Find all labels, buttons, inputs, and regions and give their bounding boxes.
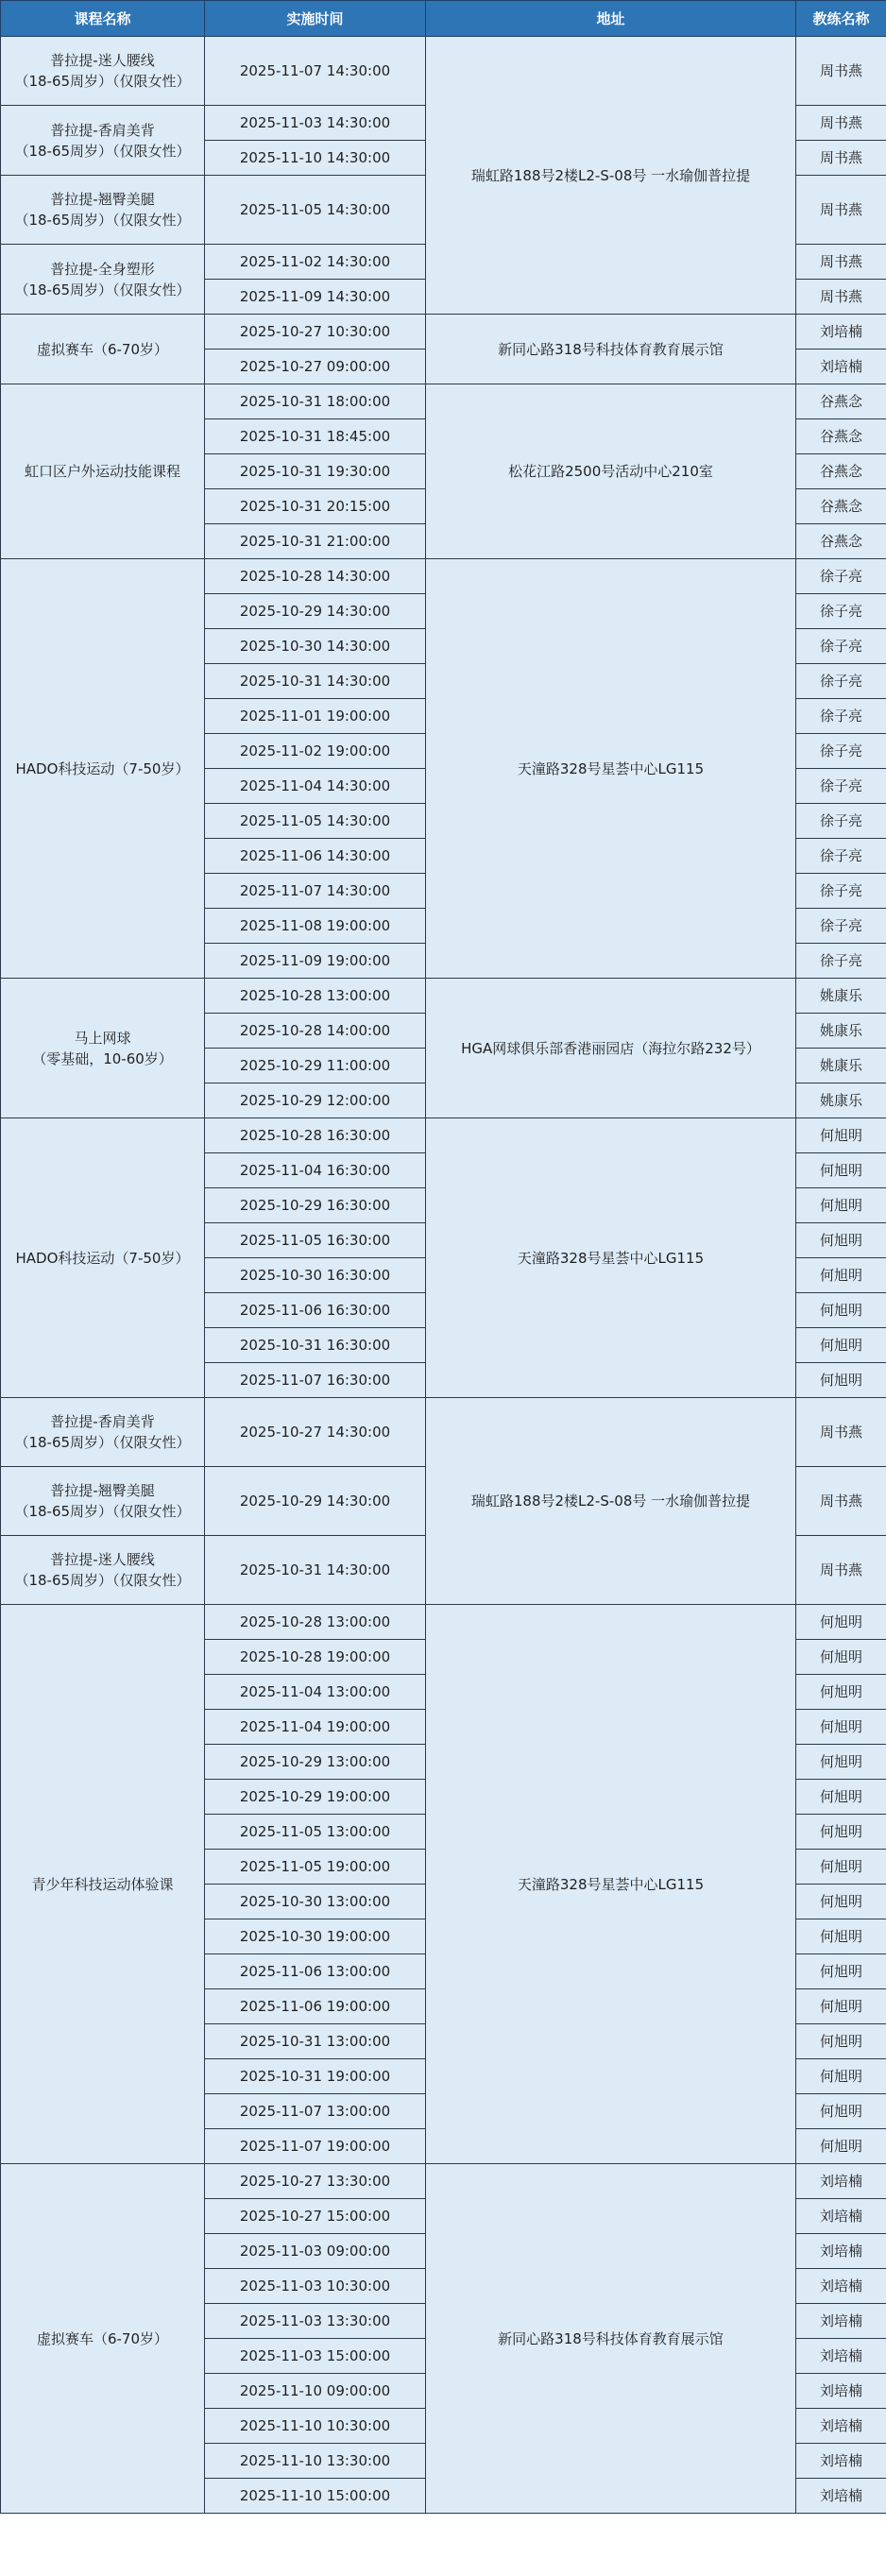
- session-time-cell: 2025-10-28 19:00:00: [205, 1640, 426, 1675]
- coach-name-cell: 姚康乐: [796, 1014, 886, 1049]
- course-name-cell: 虚拟赛车（6-70岁）: [1, 2164, 205, 2514]
- session-time-cell: 2025-10-31 14:30:00: [205, 664, 426, 699]
- coach-name-cell: 何旭明: [796, 1293, 886, 1328]
- session-time-cell: 2025-10-29 11:00:00: [205, 1049, 426, 1083]
- session-time-cell: 2025-11-09 19:00:00: [205, 944, 426, 979]
- course-name-cell: HADO科技运动（7-50岁）: [1, 1118, 205, 1398]
- coach-name-cell: 刘培楠: [796, 2269, 886, 2304]
- session-time-cell: 2025-10-29 16:30:00: [205, 1188, 426, 1223]
- coach-name-cell: 谷燕念: [796, 419, 886, 454]
- session-time-cell: 2025-10-27 14:30:00: [205, 1398, 426, 1467]
- coach-name-cell: 何旭明: [796, 1640, 886, 1675]
- coach-name-cell: 何旭明: [796, 1745, 886, 1780]
- coach-name-cell: 何旭明: [796, 2024, 886, 2059]
- coach-name-cell: 谷燕念: [796, 489, 886, 524]
- coach-name-cell: 徐子亮: [796, 594, 886, 629]
- coach-name-cell: 刘培楠: [796, 2444, 886, 2479]
- course-name-cell: HADO科技运动（7-50岁）: [1, 559, 205, 979]
- coach-name-cell: 何旭明: [796, 1815, 886, 1850]
- session-time-cell: 2025-11-05 14:30:00: [205, 176, 426, 245]
- session-time-cell: 2025-11-04 13:00:00: [205, 1675, 426, 1710]
- session-time-cell: 2025-10-31 20:15:00: [205, 489, 426, 524]
- coach-name-cell: 何旭明: [796, 1780, 886, 1815]
- coach-name-cell: 何旭明: [796, 1675, 886, 1710]
- coach-name-cell: 周书燕: [796, 1467, 886, 1536]
- address-cell: 瑞虹路188号2楼L2-S-08号 一水瑜伽普拉提: [426, 1398, 796, 1605]
- session-time-cell: 2025-10-31 19:30:00: [205, 454, 426, 489]
- session-time-cell: 2025-11-05 13:00:00: [205, 1815, 426, 1850]
- schedule-row: [1, 37, 886, 106]
- coach-name-cell: 何旭明: [796, 1850, 886, 1885]
- coach-name-cell: 何旭明: [796, 1710, 886, 1745]
- coach-name-cell: 刘培楠: [796, 350, 886, 384]
- session-time-cell: 2025-11-06 16:30:00: [205, 1293, 426, 1328]
- coach-name-cell: 刘培楠: [796, 2479, 886, 2514]
- header-session-time: 实施时间: [205, 1, 426, 37]
- coach-name-cell: 周书燕: [796, 141, 886, 176]
- session-time-cell: 2025-11-07 14:30:00: [205, 874, 426, 909]
- coach-name-cell: 徐子亮: [796, 874, 886, 909]
- coach-name-cell: 刘培楠: [796, 2304, 886, 2339]
- course-name-cell: 普拉提-翘臀美腿 （18-65周岁）（仅限女性）: [1, 176, 205, 245]
- coach-name-cell: 刘培楠: [796, 2409, 886, 2444]
- session-time-cell: 2025-11-07 19:00:00: [205, 2129, 426, 2164]
- session-time-cell: 2025-11-10 09:00:00: [205, 2374, 426, 2409]
- session-time-cell: 2025-11-04 14:30:00: [205, 769, 426, 804]
- address-cell: 天潼路328号星荟中心LG115: [426, 1118, 796, 1398]
- session-time-cell: 2025-11-02 19:00:00: [205, 734, 426, 769]
- coach-name-cell: 徐子亮: [796, 699, 886, 734]
- course-name-cell: 普拉提-香肩美背 （18-65周岁）（仅限女性）: [1, 1398, 205, 1467]
- session-time-cell: 2025-10-31 21:00:00: [205, 524, 426, 559]
- coach-name-cell: 周书燕: [796, 1398, 886, 1467]
- address-cell: 天潼路328号星荟中心LG115: [426, 1605, 796, 2164]
- schedule-row: [1, 979, 886, 1014]
- session-time-cell: 2025-10-31 16:30:00: [205, 1328, 426, 1363]
- session-time-cell: 2025-11-07 13:00:00: [205, 2094, 426, 2129]
- coach-name-cell: 刘培楠: [796, 2199, 886, 2234]
- coach-name-cell: 何旭明: [796, 1919, 886, 1954]
- coach-name-cell: 何旭明: [796, 1153, 886, 1188]
- coach-name-cell: 徐子亮: [796, 559, 886, 594]
- session-time-cell: 2025-11-02 14:30:00: [205, 245, 426, 280]
- session-time-cell: 2025-10-30 16:30:00: [205, 1258, 426, 1293]
- coach-name-cell: 何旭明: [796, 2059, 886, 2094]
- session-time-cell: 2025-10-28 14:00:00: [205, 1014, 426, 1049]
- coach-name-cell: 何旭明: [796, 1258, 886, 1293]
- session-time-cell: 2025-10-27 13:30:00: [205, 2164, 426, 2199]
- session-time-cell: 2025-11-01 19:00:00: [205, 699, 426, 734]
- session-time-cell: 2025-11-03 09:00:00: [205, 2234, 426, 2269]
- session-time-cell: 2025-11-07 16:30:00: [205, 1363, 426, 1398]
- session-time-cell: 2025-11-06 13:00:00: [205, 1954, 426, 1989]
- address-cell: 天潼路328号星荟中心LG115: [426, 559, 796, 979]
- session-time-cell: 2025-11-10 15:00:00: [205, 2479, 426, 2514]
- header-course-name: 课程名称: [1, 1, 205, 37]
- header-coach-name: 教练名称: [796, 1, 886, 37]
- session-time-cell: 2025-10-31 18:00:00: [205, 384, 426, 419]
- course-name-cell: 普拉提-迷人腰线 （18-65周岁）（仅限女性）: [1, 1536, 205, 1605]
- coach-name-cell: 徐子亮: [796, 629, 886, 664]
- coach-name-cell: 徐子亮: [796, 909, 886, 944]
- schedule-row: [1, 384, 886, 419]
- address-cell: 松花江路2500号活动中心210室: [426, 384, 796, 559]
- schedule-row: [1, 1118, 886, 1153]
- coach-name-cell: 何旭明: [796, 1954, 886, 1989]
- header-address: 地址: [426, 1, 796, 37]
- coach-name-cell: 谷燕念: [796, 524, 886, 559]
- coach-name-cell: 徐子亮: [796, 944, 886, 979]
- session-time-cell: 2025-11-05 14:30:00: [205, 804, 426, 839]
- session-time-cell: 2025-10-27 09:00:00: [205, 350, 426, 384]
- coach-name-cell: 何旭明: [796, 1605, 886, 1640]
- header-row: [1, 1, 886, 37]
- coach-name-cell: 姚康乐: [796, 1049, 886, 1083]
- coach-name-cell: 何旭明: [796, 1118, 886, 1153]
- session-time-cell: 2025-10-30 19:00:00: [205, 1919, 426, 1954]
- session-time-cell: 2025-10-29 14:30:00: [205, 1467, 426, 1536]
- session-time-cell: 2025-10-31 18:45:00: [205, 419, 426, 454]
- schedule-body: [1, 37, 886, 2514]
- session-time-cell: 2025-11-10 13:30:00: [205, 2444, 426, 2479]
- course-name-cell: 虹口区户外运动技能课程: [1, 384, 205, 559]
- coach-name-cell: 谷燕念: [796, 384, 886, 419]
- coach-name-cell: 姚康乐: [796, 979, 886, 1014]
- course-name-cell: 普拉提-全身塑形 （18-65周岁）（仅限女性）: [1, 245, 205, 315]
- session-time-cell: 2025-10-31 14:30:00: [205, 1536, 426, 1605]
- coach-name-cell: 刘培楠: [796, 2339, 886, 2374]
- address-cell: HGA网球俱乐部香港丽园店（海拉尔路232号）: [426, 979, 796, 1118]
- course-name-cell: 虚拟赛车（6-70岁）: [1, 315, 205, 384]
- session-time-cell: 2025-10-27 10:30:00: [205, 315, 426, 350]
- session-time-cell: 2025-11-10 14:30:00: [205, 141, 426, 176]
- coach-name-cell: 徐子亮: [796, 664, 886, 699]
- session-time-cell: 2025-11-03 14:30:00: [205, 106, 426, 141]
- session-time-cell: 2025-10-31 13:00:00: [205, 2024, 426, 2059]
- session-time-cell: 2025-10-28 16:30:00: [205, 1118, 426, 1153]
- coach-name-cell: 何旭明: [796, 1223, 886, 1258]
- session-time-cell: 2025-11-03 15:00:00: [205, 2339, 426, 2374]
- schedule-row: [1, 2164, 886, 2199]
- session-time-cell: 2025-11-06 14:30:00: [205, 839, 426, 874]
- session-time-cell: 2025-11-03 13:30:00: [205, 2304, 426, 2339]
- coach-name-cell: 周书燕: [796, 106, 886, 141]
- coach-name-cell: 刘培楠: [796, 2374, 886, 2409]
- coach-name-cell: 徐子亮: [796, 734, 886, 769]
- coach-name-cell: 谷燕念: [796, 454, 886, 489]
- session-time-cell: 2025-11-08 19:00:00: [205, 909, 426, 944]
- session-time-cell: 2025-11-06 19:00:00: [205, 1989, 426, 2024]
- address-cell: 瑞虹路188号2楼L2-S-08号 一水瑜伽普拉提: [426, 37, 796, 315]
- coach-name-cell: 徐子亮: [796, 769, 886, 804]
- coach-name-cell: 徐子亮: [796, 804, 886, 839]
- coach-name-cell: 何旭明: [796, 2129, 886, 2164]
- session-time-cell: 2025-10-28 13:00:00: [205, 979, 426, 1014]
- session-time-cell: 2025-10-29 19:00:00: [205, 1780, 426, 1815]
- coach-name-cell: 何旭明: [796, 1188, 886, 1223]
- session-time-cell: 2025-10-28 13:00:00: [205, 1605, 426, 1640]
- session-time-cell: 2025-10-31 19:00:00: [205, 2059, 426, 2094]
- session-time-cell: 2025-11-05 19:00:00: [205, 1850, 426, 1885]
- course-name-cell: 马上网球 （零基础，10-60岁）: [1, 979, 205, 1118]
- address-cell: 新同心路318号科技体育教育展示馆: [426, 315, 796, 384]
- coach-name-cell: 周书燕: [796, 176, 886, 245]
- session-time-cell: 2025-10-28 14:30:00: [205, 559, 426, 594]
- coach-name-cell: 徐子亮: [796, 839, 886, 874]
- coach-name-cell: 周书燕: [796, 1536, 886, 1605]
- coach-name-cell: 何旭明: [796, 1885, 886, 1919]
- course-name-cell: 普拉提-翘臀美腿 （18-65周岁）（仅限女性）: [1, 1467, 205, 1536]
- session-time-cell: 2025-11-09 14:30:00: [205, 280, 426, 315]
- address-cell: 新同心路318号科技体育教育展示馆: [426, 2164, 796, 2514]
- coach-name-cell: 何旭明: [796, 1989, 886, 2024]
- schedule-row: [1, 1398, 886, 1467]
- session-time-cell: 2025-10-30 13:00:00: [205, 1885, 426, 1919]
- session-time-cell: 2025-10-27 15:00:00: [205, 2199, 426, 2234]
- session-time-cell: 2025-11-05 16:30:00: [205, 1223, 426, 1258]
- schedule-row: [1, 1605, 886, 1640]
- session-time-cell: 2025-11-10 10:30:00: [205, 2409, 426, 2444]
- coach-name-cell: 刘培楠: [796, 2164, 886, 2199]
- session-time-cell: 2025-11-03 10:30:00: [205, 2269, 426, 2304]
- session-time-cell: 2025-11-04 16:30:00: [205, 1153, 426, 1188]
- coach-name-cell: 周书燕: [796, 280, 886, 315]
- session-time-cell: 2025-10-29 12:00:00: [205, 1083, 426, 1118]
- coach-name-cell: 刘培楠: [796, 2234, 886, 2269]
- coach-name-cell: 姚康乐: [796, 1083, 886, 1118]
- course-name-cell: 普拉提-迷人腰线 （18-65周岁）（仅限女性）: [1, 37, 205, 106]
- coach-name-cell: 周书燕: [796, 37, 886, 106]
- course-name-cell: 青少年科技运动体验课: [1, 1605, 205, 2164]
- coach-name-cell: 何旭明: [796, 1328, 886, 1363]
- coach-name-cell: 刘培楠: [796, 315, 886, 350]
- session-time-cell: 2025-11-04 19:00:00: [205, 1710, 426, 1745]
- session-time-cell: 2025-11-07 14:30:00: [205, 37, 426, 106]
- schedule-row: [1, 559, 886, 594]
- session-time-cell: 2025-10-30 14:30:00: [205, 629, 426, 664]
- coach-name-cell: 何旭明: [796, 2094, 886, 2129]
- session-time-cell: 2025-10-29 14:30:00: [205, 594, 426, 629]
- coach-name-cell: 何旭明: [796, 1363, 886, 1398]
- course-name-cell: 普拉提-香肩美背 （18-65周岁）（仅限女性）: [1, 106, 205, 176]
- schedule-row: [1, 315, 886, 350]
- session-time-cell: 2025-10-29 13:00:00: [205, 1745, 426, 1780]
- coach-name-cell: 周书燕: [796, 245, 886, 280]
